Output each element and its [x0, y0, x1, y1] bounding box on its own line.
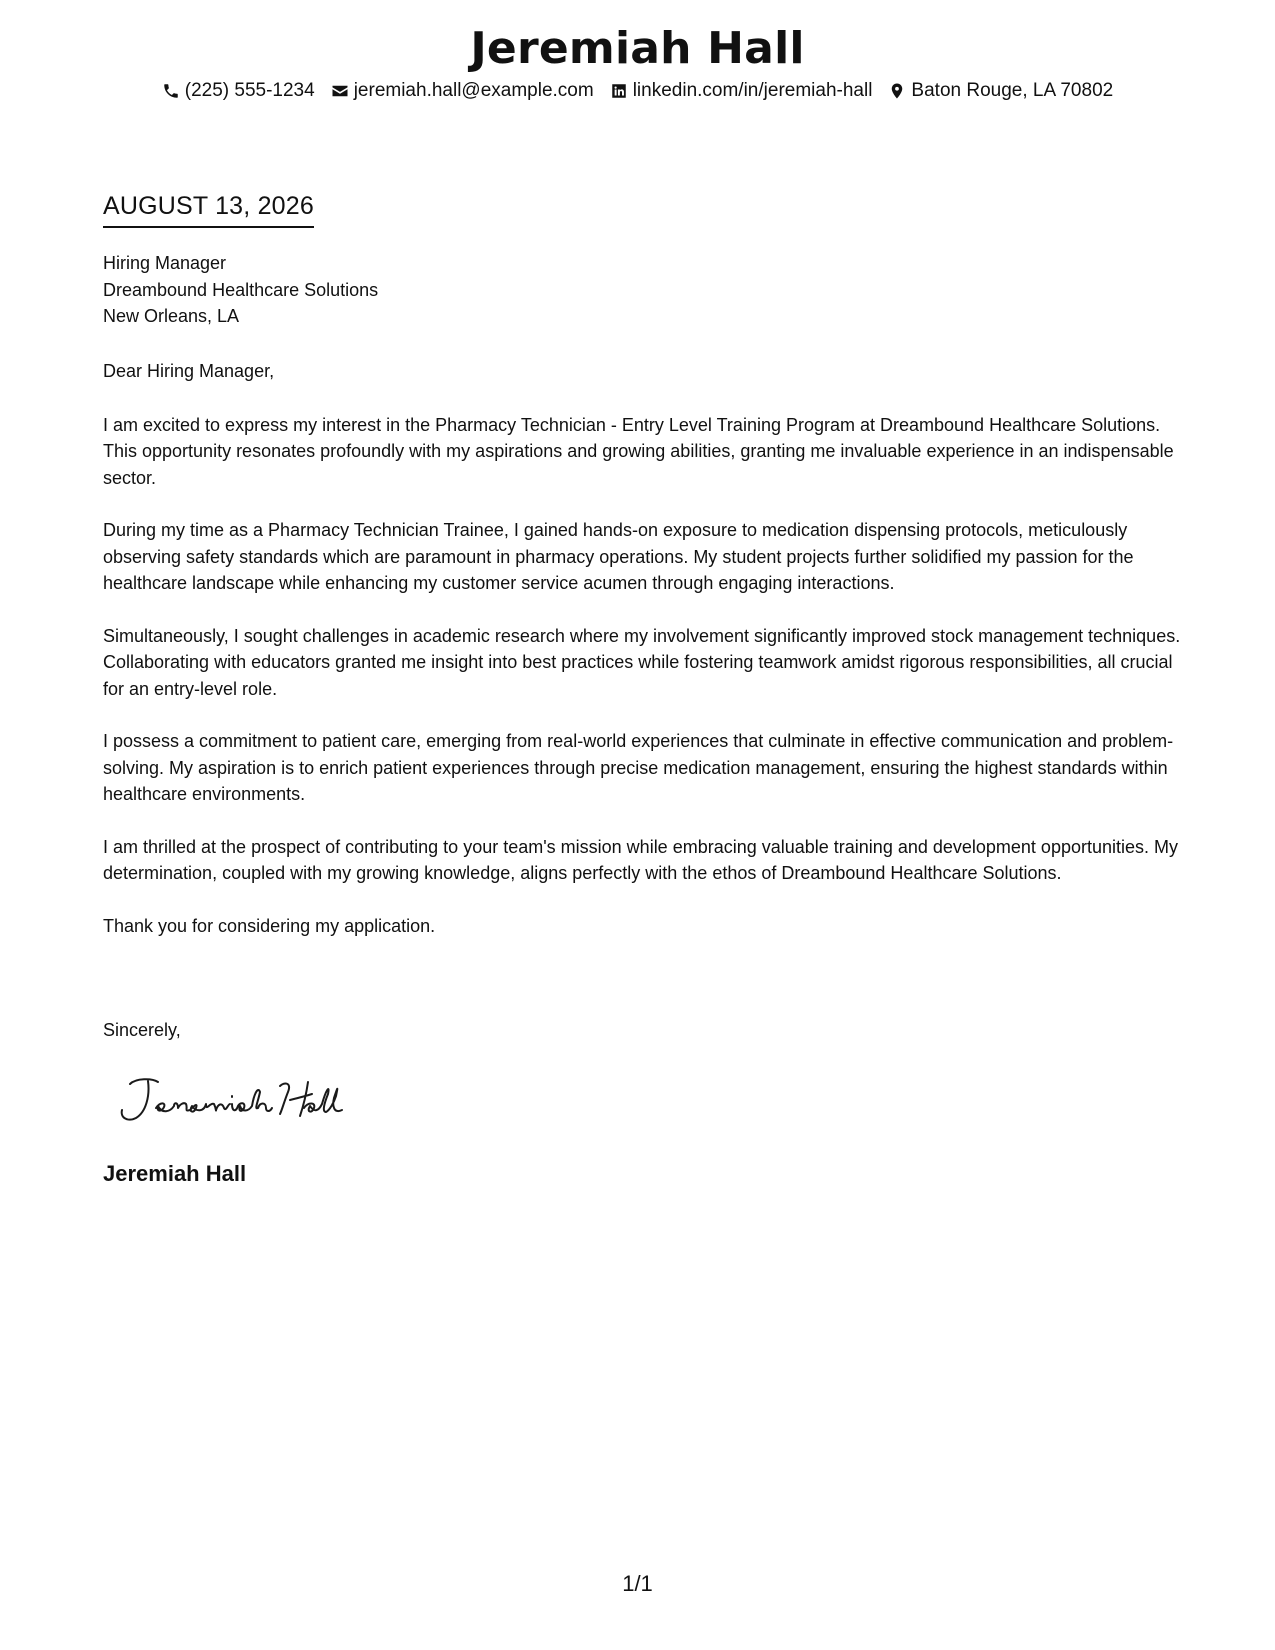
- contact-info-row: [0, 78, 1275, 104]
- letter-body: [103, 358, 1183, 965]
- recipient-address: [103, 250, 378, 330]
- phone-text: (225) 555-1234: [184, 80, 315, 101]
- signatory-name: Jeremiah Hall: [103, 1161, 247, 1186]
- recipient-title: Hiring Manager: [103, 253, 227, 273]
- body-paragraph: During my time as a Pharmacy Technician Trainee, I gained hands-on exposure to medication dispensing protocols, meticulously observing safety standards which are paramount in pharmacy operations. My student projects further solidified my passion for the healthcare landscape while enhancing my customer service acumen through engaging interactions.: [103, 520, 1134, 593]
- body-paragraph: I am thrilled at the prospect of contributing to your team's mission while embracing valuable training and development opportunities. My determination, coupled with my growing knowledge, aligns perfectly with the ethos of Dreambound Healthcare Solutions.: [103, 836, 1178, 883]
- valediction: Sincerely,: [103, 1020, 181, 1040]
- contact-email[interactable]: [331, 78, 594, 104]
- thank-you-line: Thank you for considering my application.: [103, 915, 436, 936]
- page-indicator: 1/1: [622, 1571, 653, 1596]
- email-link[interactable]: jeremiah.hall@example.com: [353, 80, 594, 101]
- envelope-icon: [331, 82, 349, 100]
- contact-linkedin[interactable]: [610, 78, 873, 104]
- phone-icon: [162, 82, 180, 100]
- linkedin-link[interactable]: linkedin.com/in/jeremiah-hall: [632, 80, 873, 101]
- contact-location: [888, 78, 1113, 104]
- contact-phone: [162, 78, 315, 104]
- applicant-name-heading: Jeremiah Hall: [470, 23, 805, 74]
- location-text: Baton Rouge, LA 70802: [911, 80, 1114, 101]
- recipient-location: New Orleans, LA: [103, 306, 240, 326]
- linkedin-icon: [610, 82, 628, 100]
- letter-date: AUGUST 13, 2026: [103, 190, 314, 228]
- body-paragraph: I possess a commitment to patient care, emerging from real-world experiences that culminate in effective communication and problem-solving. My aspiration is to enrich patient experiences through precise medication management, ensuring the highest standards within healthcare environments.: [103, 731, 1174, 804]
- body-paragraph: Simultaneously, I sought challenges in academic research where my involvement significantly improved stock management techniques. Collaborating with educators granted me insight into best practices while fostering teamwork amidst rigorous responsibilities, all crucial for an entry-level role.: [103, 625, 1181, 699]
- map-pin-icon: [888, 82, 906, 100]
- recipient-company: Dreambound Healthcare Solutions: [103, 279, 379, 300]
- body-paragraph: I am excited to express my interest in the Pharmacy Technician - Entry Level Training Program at Dreambound Healthcare Solutions. This opportunity resonates profoundly with my aspirations and growing abilities, granting me invaluable experience in an indispensable sector.: [103, 414, 1174, 488]
- handwritten-signature: [112, 1072, 352, 1128]
- salutation: Dear Hiring Manager,: [103, 361, 275, 381]
